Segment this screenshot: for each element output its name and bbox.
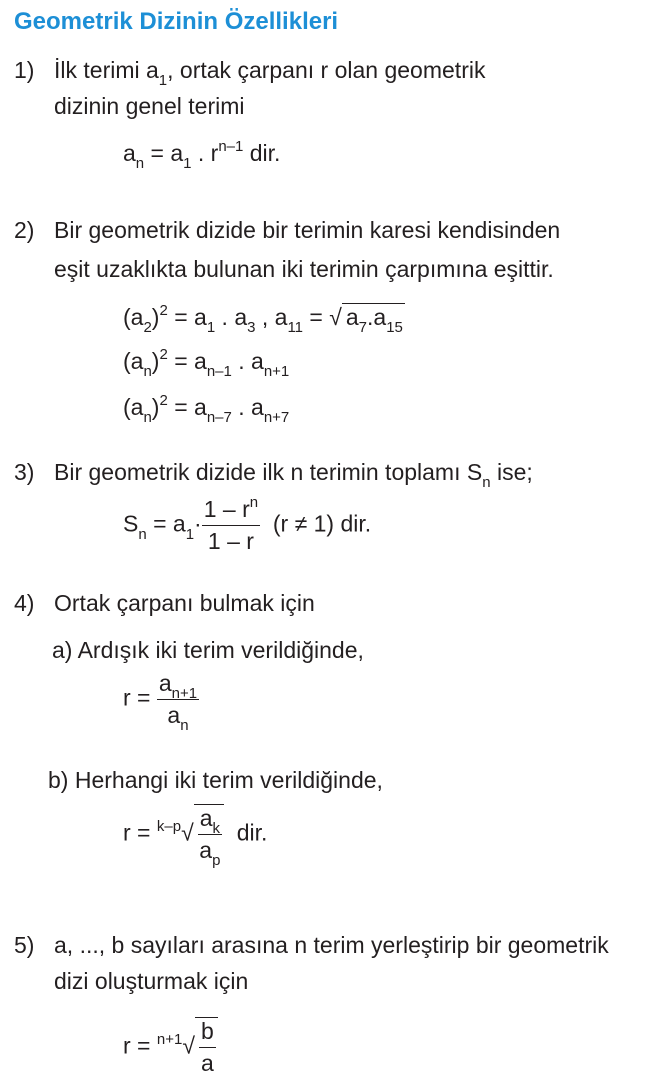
root-sign-icon: √ [181, 819, 194, 846]
sum-formula: $S_n = a_1\cdot$ $\frac{1 - r^n}{1 - r}$ (r ≠ 1) dir. [123, 494, 372, 554]
page-title: Geometrik Dizinin Özellikleri [14, 8, 339, 35]
ratio-consecutive-formula: r = $\frac{a_{n+1}}{a_n}$ [123, 670, 198, 734]
item-1-number: 1) [14, 57, 35, 83]
item-5-line1: a, ..., b sayıları arasına n terim yerleştirip bir geometrik [54, 932, 609, 958]
sqrt-radicand: $a_7.a_{15}$ [342, 303, 405, 331]
general-term-formula: $a_n = a_1$ . $r^{n-1}$ dir. [123, 138, 281, 172]
square-formula-3: $(a_n)^2 = a_{n-7}$ . $a_{n+7}$ [123, 392, 290, 426]
root-sign-icon: √ [182, 1032, 195, 1059]
item-5-line2: dizi oluşturmak için [54, 968, 249, 994]
item-2-number: 2) [14, 217, 35, 243]
item-4-number: 4) [14, 590, 35, 616]
item-1-line1: İlk terimi $a_1$, ortak çarpanı r olan geometrik [54, 57, 486, 89]
sqrt-sign-icon: √ [329, 304, 342, 330]
item-3-line: Bir geometrik dizide ilk n terimin toplamı $S_n$ ise; [54, 459, 533, 491]
item-3-number: 3) [14, 459, 35, 485]
sum-fraction: $\frac{1 - r^n}{1 - r}$ [203, 494, 259, 554]
item-1-line2: dizinin genel terimi [54, 93, 245, 119]
item-5-number: 5) [14, 932, 35, 958]
item-2-line2: eşit uzaklıkta bulunan iki terimin çarpımına eşittir. [54, 256, 554, 282]
item-4a-label: a) Ardışık iki terim verildiğinde, [52, 637, 364, 663]
square-formula-1: $(a_2)^2 = a_1$ . $a_3$ , $a_{11}$ = √ $a_7.a_{15}$ [123, 302, 403, 336]
item-4b-label: b) Herhangi iki terim verildiğinde, [48, 767, 383, 793]
item-4-line: Ortak çarpanı bulmak için [54, 590, 315, 616]
item-2-line1: Bir geometrik dizide bir terimin karesi kendisinden [54, 217, 561, 243]
square-formula-2: $(a_n)^2 = a_{n-1}$ . $a_{n+1}$ [123, 346, 290, 380]
ratio-any-formula: r = $^{k-p}$√ $\frac{a_k}{a_p}$ dir. [123, 805, 268, 869]
insert-terms-formula: r = $^{n+1}$√ $\frac{b}{a}$ [123, 1017, 218, 1077]
